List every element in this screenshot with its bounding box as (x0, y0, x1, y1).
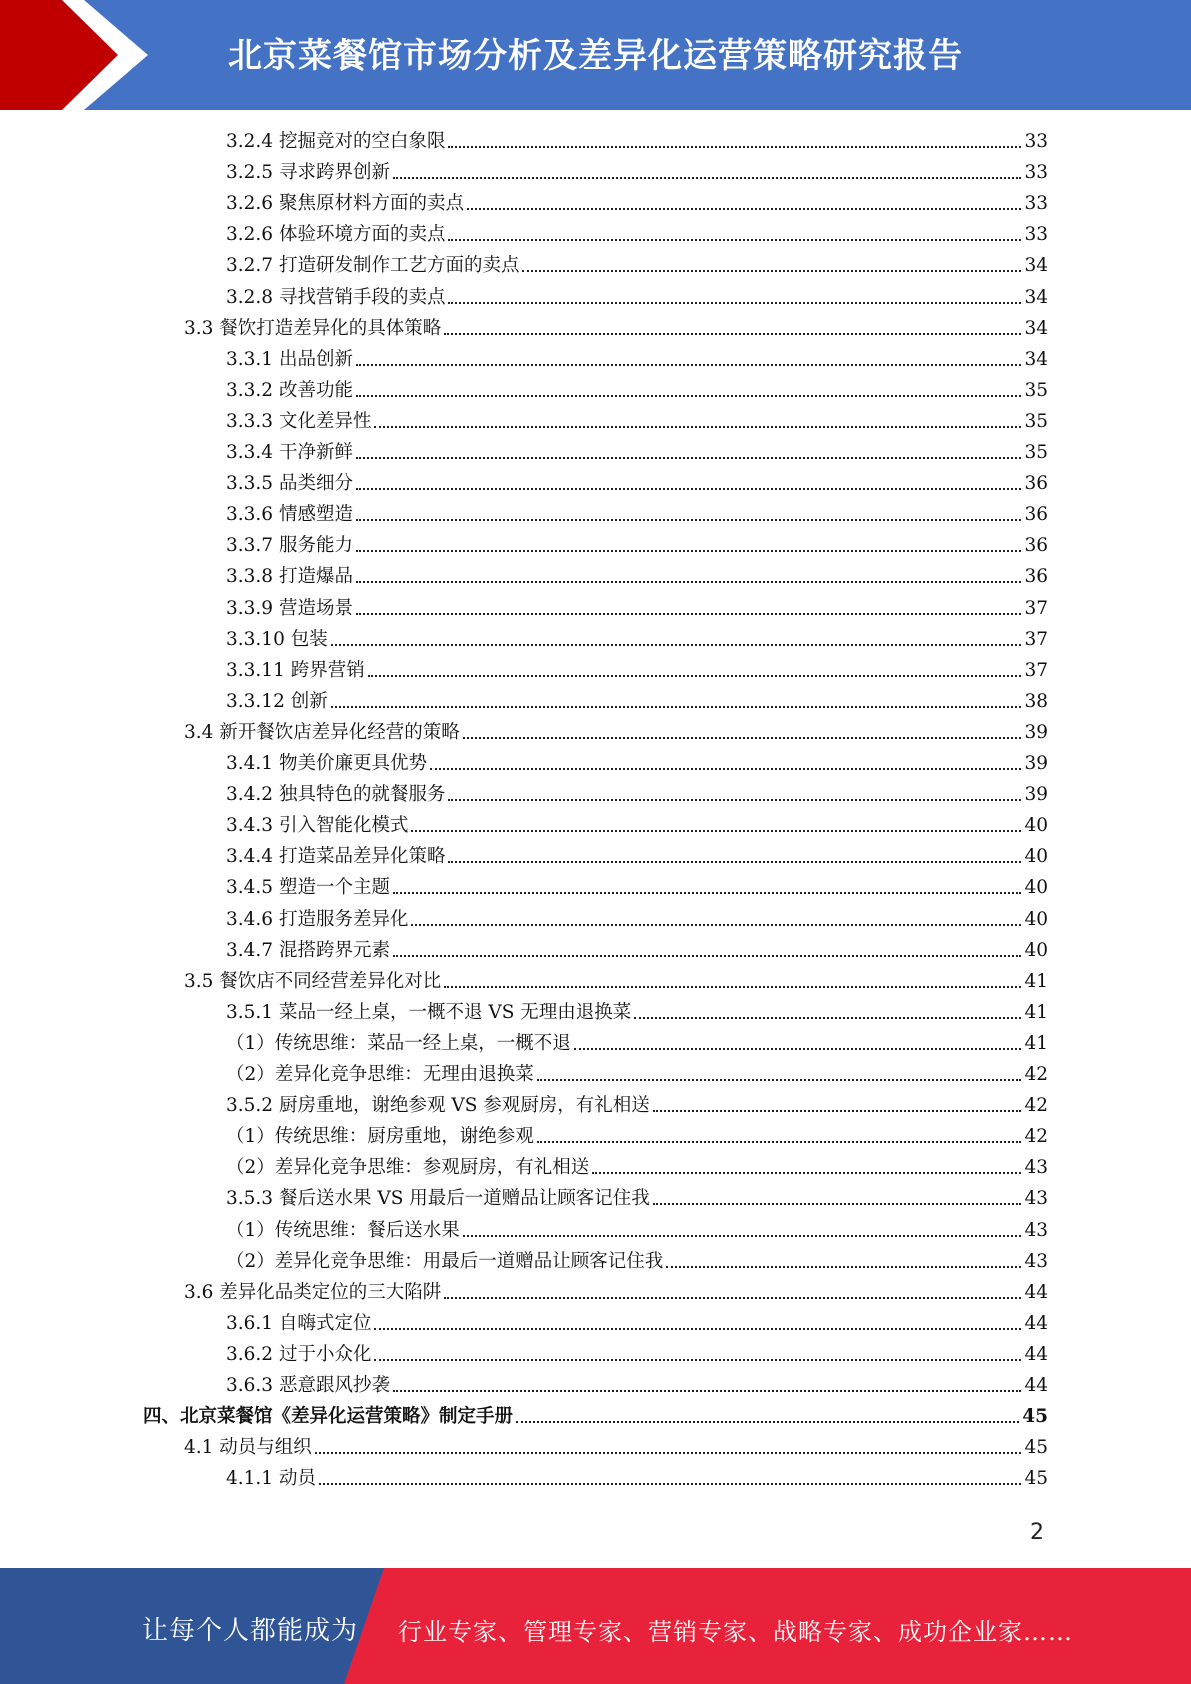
toc-entry-page-number: 36 (1024, 566, 1048, 588)
toc-entry-title: 3.3.5 品类细分 (226, 473, 353, 495)
page-number: 2 (1030, 1520, 1044, 1545)
toc-entry[interactable] (184, 719, 1048, 747)
toc-entry[interactable] (184, 315, 1048, 343)
toc-dot-leader (522, 270, 1021, 272)
toc-dot-leader (448, 302, 1021, 304)
toc-entry-title: 3.3.10 包装 (226, 628, 328, 650)
toc-entry-title: 3.5 餐饮店不同经营差异化对比 (184, 970, 442, 992)
toc-entry-title: 3.5.3 餐后送水果 VS 用最后一道赠品让顾客记住我 (226, 1188, 650, 1210)
toc-entry-page-number: 34 (1024, 286, 1048, 308)
toc-dot-leader (319, 1483, 1022, 1485)
toc-entry-page-number: 38 (1024, 690, 1048, 712)
toc-entry-page-number: 45 (1024, 1437, 1048, 1459)
toc-entry-page-number: 34 (1024, 348, 1048, 370)
toc-entry-page-number: 35 (1024, 410, 1048, 432)
toc-entry-page-number: 43 (1024, 1157, 1048, 1179)
toc-entry-page-number: 40 (1024, 939, 1048, 961)
toc-entry[interactable] (143, 1403, 1048, 1431)
toc-entry[interactable] (226, 1092, 1048, 1120)
toc-entry[interactable] (226, 128, 1048, 156)
toc-entry[interactable] (226, 470, 1048, 498)
toc-entry-page-number: 36 (1024, 504, 1048, 526)
toc-entry-title: 3.2.8 寻找营销手段的卖点 (226, 286, 446, 308)
toc-entry[interactable] (184, 1279, 1048, 1307)
toc-entry[interactable] (226, 626, 1048, 654)
toc-dot-leader (393, 177, 1021, 179)
toc-dot-leader (537, 1141, 1022, 1143)
toc-entry-page-number: 36 (1024, 473, 1048, 495)
page-footer (0, 1568, 1191, 1684)
toc-entry-page-number: 44 (1024, 1343, 1048, 1365)
toc-entry-page-number: 41 (1024, 1001, 1048, 1023)
toc-entry-title: （2）差异化竞争思维：无理由退换菜 (226, 1064, 534, 1085)
toc-entry-page-number: 44 (1024, 1375, 1048, 1396)
toc-entry[interactable] (226, 999, 1048, 1027)
toc-entry-title: 3.5.1 菜品一经上桌，一概不退 VS 无理由退换菜 (226, 1001, 632, 1023)
toc-entry[interactable] (226, 221, 1048, 249)
toc-dot-leader (374, 426, 1021, 428)
toc-entry-title: （2）差异化竞争思维：用最后一道赠品让顾客记住我 (226, 1250, 664, 1272)
toc-entry[interactable] (226, 501, 1048, 529)
toc-entry-title: 3.4.2 独具特色的就餐服务 (226, 784, 446, 806)
toc-entry-title: 3.2.7 打造研发制作工艺方面的卖点 (226, 255, 520, 277)
toc-entry-page-number: 37 (1024, 659, 1048, 681)
toc-dot-leader (574, 1048, 1022, 1050)
toc-entry-page-number: 33 (1024, 131, 1048, 152)
toc-entry[interactable] (226, 408, 1048, 436)
toc-entry-title: 3.6.2 过于小众化 (226, 1343, 372, 1365)
toc-dot-leader (463, 1235, 1022, 1237)
page-header (0, 0, 1191, 110)
toc-entry-title: 3.4.3 引入智能化模式 (226, 815, 409, 837)
toc-entry[interactable] (184, 1434, 1048, 1462)
toc-dot-leader (653, 1110, 1022, 1112)
toc-entry[interactable] (226, 439, 1048, 467)
toc-entry[interactable] (226, 874, 1048, 902)
toc-entry[interactable] (226, 937, 1048, 965)
toc-entry[interactable] (226, 595, 1048, 623)
toc-dot-leader (393, 892, 1021, 894)
toc-entry[interactable] (184, 968, 1048, 996)
toc-entry-page-number: 42 (1024, 1126, 1048, 1148)
toc-entry-title: 3.4.6 打造服务差异化 (226, 908, 409, 930)
toc-dot-leader (374, 1359, 1021, 1361)
toc-entry-page-number: 45 (1024, 1468, 1048, 1490)
toc-dot-leader (374, 1328, 1021, 1330)
toc-entry[interactable] (226, 1217, 1048, 1245)
toc-entry-page-number: 34 (1024, 317, 1048, 339)
toc-entry-page-number: 34 (1024, 255, 1048, 277)
toc-entry[interactable] (226, 1123, 1048, 1151)
toc-dot-leader (537, 1079, 1022, 1081)
toc-entry-page-number: 37 (1024, 628, 1048, 650)
toc-entry-page-number: 43 (1024, 1188, 1048, 1210)
toc-dot-leader (463, 737, 1022, 739)
toc-dot-leader (393, 955, 1021, 957)
toc-entry-title: 3.6.3 恶意跟风抄袭 (226, 1375, 390, 1396)
toc-entry-title: 3.5.2 厨房重地，谢绝参观 VS 参观厨房，有礼相送 (226, 1095, 650, 1117)
toc-entry-title: 3.2.4 挖掘竞对的空白象限 (226, 131, 446, 152)
toc-entry-page-number: 43 (1024, 1250, 1048, 1272)
toc-entry[interactable] (226, 1465, 1048, 1493)
toc-dot-leader (356, 519, 1022, 521)
toc-dot-leader (368, 675, 1022, 677)
toc-dot-leader (444, 986, 1021, 988)
toc-entry-page-number: 40 (1024, 908, 1048, 930)
toc-entry-page-number: 41 (1024, 970, 1048, 992)
toc-entry[interactable] (226, 688, 1048, 716)
report-title: 北京菜餐馆市场分析及差异化运营策略研究报告 (228, 36, 963, 76)
toc-entry-title: 四、北京菜餐馆《差异化运营策略》制定手册 (143, 1406, 514, 1428)
toc-dot-leader (516, 1421, 1019, 1423)
toc-entry-page-number: 37 (1024, 597, 1048, 619)
toc-entry-title: 3.3.1 出品创新 (226, 348, 353, 370)
toc-dot-leader (592, 1172, 1021, 1174)
toc-entry-page-number: 36 (1024, 535, 1048, 557)
toc-entry-title: 3.4 新开餐饮店差异化经营的策略 (184, 721, 460, 743)
toc-entry-title: 3.3.2 改善功能 (226, 379, 353, 401)
toc-entry-page-number: 35 (1024, 379, 1048, 401)
toc-entry-title: 3.4.5 塑造一个主题 (226, 877, 390, 899)
toc-dot-leader (315, 1452, 1022, 1454)
toc-entry[interactable] (226, 750, 1048, 778)
toc-entry-page-number: 39 (1024, 784, 1048, 806)
toc-entry[interactable] (226, 1154, 1048, 1182)
toc-entry-page-number: 40 (1024, 815, 1048, 837)
toc-entry-title: 3.3.3 文化差异性 (226, 410, 372, 432)
toc-entry-title: （1）传统思维：餐后送水果 (226, 1219, 460, 1241)
toc-dot-leader (448, 799, 1021, 801)
toc-dot-leader (356, 581, 1022, 583)
toc-entry[interactable] (226, 377, 1048, 405)
toc-entry-page-number: 33 (1024, 193, 1048, 215)
toc-dot-leader (448, 861, 1021, 863)
toc-entry[interactable] (226, 159, 1048, 187)
toc-entry[interactable] (226, 657, 1048, 685)
footer-slogan-right: 行业专家、管理专家、营销专家、战略专家、成功企业家…… (398, 1618, 1073, 1646)
toc-entry[interactable] (226, 1248, 1048, 1276)
toc-entry-page-number: 43 (1024, 1219, 1048, 1241)
toc-dot-leader (356, 488, 1022, 490)
toc-entry[interactable] (226, 1310, 1048, 1338)
toc-entry[interactable] (226, 1030, 1048, 1058)
toc-entry-title: 3.3.12 创新 (226, 690, 328, 712)
toc-entry-title: 3.2.6 体验环境方面的卖点 (226, 224, 446, 246)
toc-entry-page-number: 41 (1024, 1032, 1048, 1054)
toc-entry-title: （1）传统思维：厨房重地，谢绝参观 (226, 1126, 534, 1148)
toc-entry-page-number: 33 (1024, 162, 1048, 184)
toc-dot-leader (653, 1203, 1022, 1205)
toc-entry[interactable] (226, 346, 1048, 374)
toc-dot-leader (356, 395, 1022, 397)
toc-dot-leader (444, 1297, 1021, 1299)
toc-dot-leader (356, 364, 1022, 366)
toc-entry-page-number: 44 (1024, 1312, 1048, 1334)
toc-entry-page-number: 42 (1024, 1064, 1048, 1085)
toc-dot-leader (448, 146, 1021, 148)
toc-entry-title: 3.3.11 跨界营销 (226, 659, 365, 681)
toc-entry-title: 3.3.4 干净新鲜 (226, 442, 353, 463)
toc-entry-title: 3.3.6 情感塑造 (226, 504, 353, 526)
toc-entry-page-number: 35 (1024, 442, 1048, 463)
toc-dot-leader (356, 613, 1022, 615)
toc-entry[interactable] (226, 1341, 1048, 1369)
toc-dot-leader (356, 550, 1022, 552)
toc-dot-leader (467, 208, 1021, 210)
toc-entry-title: 3.6 差异化品类定位的三大陷阱 (184, 1281, 442, 1303)
toc-entry-title: 3.3.7 服务能力 (226, 535, 353, 557)
footer-slogan-left: 让每个人都能成为 (142, 1616, 359, 1646)
toc-entry-title: 4.1.1 动员 (226, 1468, 316, 1490)
toc-entry-title: 3.4.4 打造菜品差异化策略 (226, 846, 446, 868)
toc-entry[interactable] (226, 1185, 1048, 1213)
toc-entry-title: 3.4.1 物美价廉更具优势 (226, 753, 427, 774)
toc-entry-page-number: 40 (1024, 846, 1048, 868)
toc-dot-leader (411, 830, 1021, 832)
toc-dot-leader (634, 1017, 1021, 1019)
toc-entry-page-number: 45 (1022, 1406, 1048, 1428)
toc-entry-page-number: 39 (1024, 721, 1048, 743)
toc-entry-title: 4.1 动员与组织 (184, 1437, 312, 1459)
toc-entry-page-number: 39 (1024, 753, 1048, 774)
toc-entry[interactable] (226, 906, 1048, 934)
toc-dot-leader (666, 1266, 1021, 1268)
toc-dot-leader (444, 333, 1021, 335)
toc-entry-title: 3.2.6 聚焦原材料方面的卖点 (226, 193, 464, 215)
toc-entry[interactable] (226, 252, 1048, 280)
toc-entry-title: 3.3 餐饮打造差异化的具体策略 (184, 317, 442, 339)
toc-dot-leader (331, 644, 1022, 646)
toc-dot-leader (411, 924, 1021, 926)
toc-entry[interactable] (226, 563, 1048, 591)
toc-entry-title: 3.3.8 打造爆品 (226, 566, 353, 588)
toc-dot-leader (448, 239, 1021, 241)
toc-entry[interactable] (226, 1372, 1048, 1400)
toc-entry-title: （2）差异化竞争思维：参观厨房，有礼相送 (226, 1157, 590, 1179)
toc-entry-title: 3.3.9 营造场景 (226, 597, 353, 619)
toc-dot-leader (331, 706, 1022, 708)
toc-entry-title: 3.4.7 混搭跨界元素 (226, 939, 390, 961)
toc-entry[interactable] (226, 1061, 1048, 1089)
toc-entry[interactable] (226, 532, 1048, 560)
toc-entry-page-number: 44 (1024, 1281, 1048, 1303)
toc-entry-title: （1）传统思维：菜品一经上桌，一概不退 (226, 1032, 571, 1054)
toc-entry-title: 3.6.1 自嗨式定位 (226, 1312, 372, 1334)
toc-dot-leader (356, 457, 1022, 459)
toc-entry[interactable] (226, 781, 1048, 809)
toc-entry[interactable] (226, 843, 1048, 871)
toc-entry[interactable] (226, 812, 1048, 840)
toc-entry-page-number: 33 (1024, 224, 1048, 246)
toc-dot-leader (393, 1390, 1021, 1392)
toc-dot-leader (430, 768, 1021, 770)
toc-entry[interactable] (226, 190, 1048, 218)
toc-entry-page-number: 40 (1024, 877, 1048, 899)
toc-entry-title: 3.2.5 寻求跨界创新 (226, 162, 390, 184)
toc-entry-page-number: 42 (1024, 1095, 1048, 1117)
toc-entry[interactable] (226, 284, 1048, 312)
